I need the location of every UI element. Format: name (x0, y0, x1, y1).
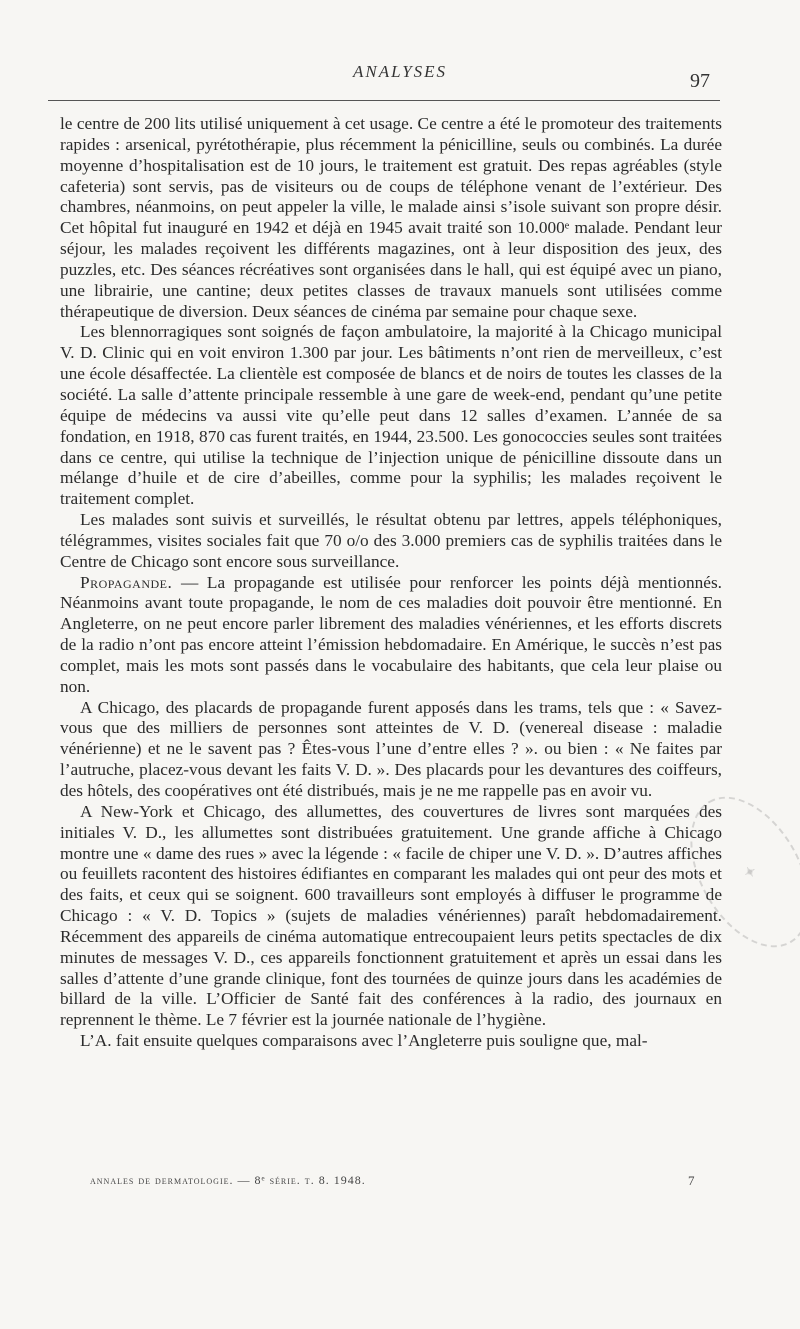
paragraph: le centre de 200 lits utilisé uniquement à cet usage. Ce centre a été le promoteur des traitements rapides : arsenical, pyrétothérapie, plus récemment la pénicilline, seuls ou combinés. La durée moyenne d’hospitalisation est de 10 jours, le traitement est gratuit. Des repas agréables (style cafeteria) sont servis, pas de visiteurs ou de coups de téléphone venant de l’extérieur. Des chambres, néanmoins, on peut appeler la ville, le malade ainsi s’isole suivant son propre désir. Cet hôpital fut inauguré en 1942 et déjà en 1945 avait traité son 10.000ᵉ malade. Pendant leur séjour, les malades reçoivent les différents magazines, ont à leur disposition des jeux, des puzzles, etc. Des séances récréatives sont organisées dans le hall, qui est équipé avec un piano, une librairie, une cantine; deux petites classes de travaux manuels sont utilisées comme thérapeutique de diversion. Deux séances de cinéma par semaine pour chaque sexe. (60, 114, 722, 321)
paragraph: A Chicago, des placards de propagande furent apposés dans les trams, tels que : « Savez-vous que des milliers de personnes sont atteintes de V. D. (venereal disease : maladie vénérienne) et ne le savent pas ? Êtes-vous l’une d’entre elles ? ». ou bien : « Ne faites par l’autruche, placez-vous devant les faits V. D. ». Des placards pour les devantures des coiffeurs, des hôtels, des coopératives ont été distribués, mais je ne me rappelle pas en avoir vu. (60, 697, 722, 800)
library-stamp-icon: ✦ (666, 776, 800, 968)
page-number: 97 (690, 70, 710, 92)
paragraph: Les blennorragiques sont soignés de façon ambulatoire, la majorité à la Chicago municipal V. D. Clinic qui en voit environ 1.300 par jour. Les bâtiments n’ont rien de merveilleux, c’est une école désaffectée. La clientèle est composée de blancs et de noirs de toutes les classes de la société. La salle d’attente principale ressemble à une gare de week-end, pendant qu’une petite équipe de médecins va aussi vite qu’elle peut dans 12 salles d’examen. L’année de sa fondation, en 1918, 870 cas furent traités, en 1944, 23.500. Les gonococcies seules sont traitées dans ce centre, qui utilise la technique de l’injection unique de pénicilline dissoute dans un mélange d’huile et de cire d’abeilles, comme pour la syphilis; les malades reçoivent le traitement complet. (60, 322, 722, 509)
footer-journal: annales de dermatologie. — 8ᵉ série. t. 8. 1948. (90, 1173, 366, 1187)
paragraph: A New-York et Chicago, des allumettes, des couvertures de livres sont marquées des initiales V. D., les allumettes sont distribuées gratuitement. Une grande affiche à Chicago montre une « dame des rues » avec la légende : « facile de chiper une V. D. ». D’autres affiches ou feuillets racontent des histoires édifiantes en comparant les malades qui ont peur des mots et des faits, et ceux qui se soignent. 600 travailleurs sont employés à diffuser le programme de Chicago : « V. D. Topics » (sujets de maladies vénériennes) paraît hebdomadairement. Récemment des appareils de cinéma automatique entrecoupaient leurs petits spectacles de dix minutes de messages V. D., ces appareils fonctionnent gratuitement et après un essai dans les salles d’attente d’une grande clinique, font des tournées de quinze jours dans les académies de billard de la ville. L’Officier de Santé fait des conférences à la radio, des journaux en reprennent le thème. Le 7 février est la journée nationale de l’hygiène. (60, 801, 722, 1030)
running-head: ANALYSES (352, 62, 448, 81)
header-rule (48, 100, 720, 101)
footer-signature: 7 (688, 1173, 695, 1188)
paragraph: Les malades sont suivis et surveillés, le résultat obtenu par lettres, appels téléphoniques, télégrammes, visites sociales fait que 70 o/o des 3.000 premiers cas de syphilis traitées dans le Centre de Chicago sont encore sous surveillance. (60, 510, 722, 571)
paragraph-propagande (60, 573, 722, 698)
body-text (60, 114, 722, 1052)
paragraph-text: — La propagande est utilisée pour renforcer les points déjà mentionnés. Néanmoins avant toute propagande, le nom de ces maladies doit pouvoir être mentionné. En Angleterre, on ne peut encore parler librement des maladies vénériennes, et les efforts discrets de la radio n’ont pas encore atteint l’émission hebdomadaire. En Amérique, le succès n’est pas complet, mais les mots sont passés dans le vocabulaire des habitants, que cela leur plaise ou non. (60, 572, 722, 696)
paragraph: L’A. fait ensuite quelques comparaisons avec l’Angleterre puis souligne que, mal- (80, 1031, 648, 1051)
section-heading: Propagande. (80, 572, 173, 592)
